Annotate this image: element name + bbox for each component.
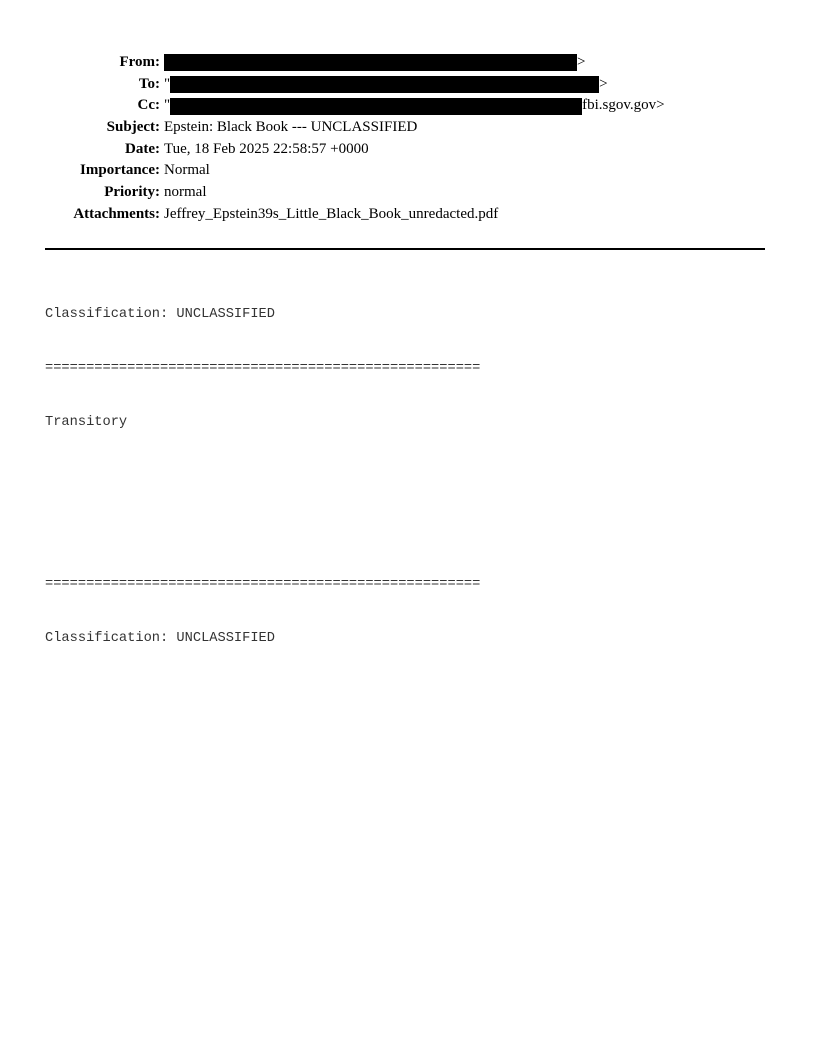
attachments-row — [0, 204, 816, 226]
redaction-box — [164, 54, 577, 71]
date-row — [0, 139, 816, 161]
subject-row — [0, 117, 816, 139]
from-value — [164, 52, 585, 74]
cc-prefix: " — [164, 97, 171, 114]
importance-label: Importance: — [80, 162, 160, 179]
importance-row — [0, 160, 816, 182]
from-label: From: — [119, 54, 160, 70]
priority-value: normal — [164, 184, 207, 201]
redaction-box — [170, 98, 582, 115]
separator-bottom: ===================================================== — [45, 577, 481, 592]
classification-top: Classification: UNCLASSIFIED — [45, 307, 275, 322]
subject-value: Epstein: Black Book --- UNCLASSIFIED — [164, 119, 418, 136]
attachment-filename[interactable]: Jeffrey_Epstein39s_Little_Black_Book_unredacted.pdf — [164, 205, 499, 222]
to-value — [164, 74, 608, 96]
to-row — [0, 74, 816, 96]
classification-bottom: Classification: UNCLASSIFIED — [45, 631, 275, 646]
cc-row — [0, 95, 816, 117]
subject-label: Subject: — [106, 119, 160, 136]
date-value: Tue, 18 Feb 2025 22:58:57 +0000 — [164, 140, 369, 157]
to-suffix: > — [599, 75, 608, 92]
separator-top: ===================================================== — [45, 361, 481, 376]
attachments-label: Attachments: — [73, 205, 160, 222]
email-header — [0, 52, 816, 226]
priority-label: Priority: — [104, 184, 160, 201]
priority-row — [0, 182, 816, 204]
body-text: Transitory — [45, 415, 128, 430]
to-label: To: — [138, 75, 160, 92]
to-prefix: " — [164, 75, 171, 92]
redaction-box — [170, 76, 599, 93]
header-divider — [45, 248, 765, 250]
blank-line — [45, 522, 480, 540]
email-body — [45, 270, 480, 666]
from-suffix: > — [577, 54, 586, 70]
cc-suffix: fbi.sgov.gov> — [582, 97, 665, 114]
cc-value — [164, 95, 665, 117]
from-row — [0, 52, 816, 74]
blank-line — [45, 468, 480, 486]
date-label: Date: — [125, 140, 160, 157]
importance-value: Normal — [164, 162, 210, 179]
cc-label: Cc: — [137, 97, 160, 114]
